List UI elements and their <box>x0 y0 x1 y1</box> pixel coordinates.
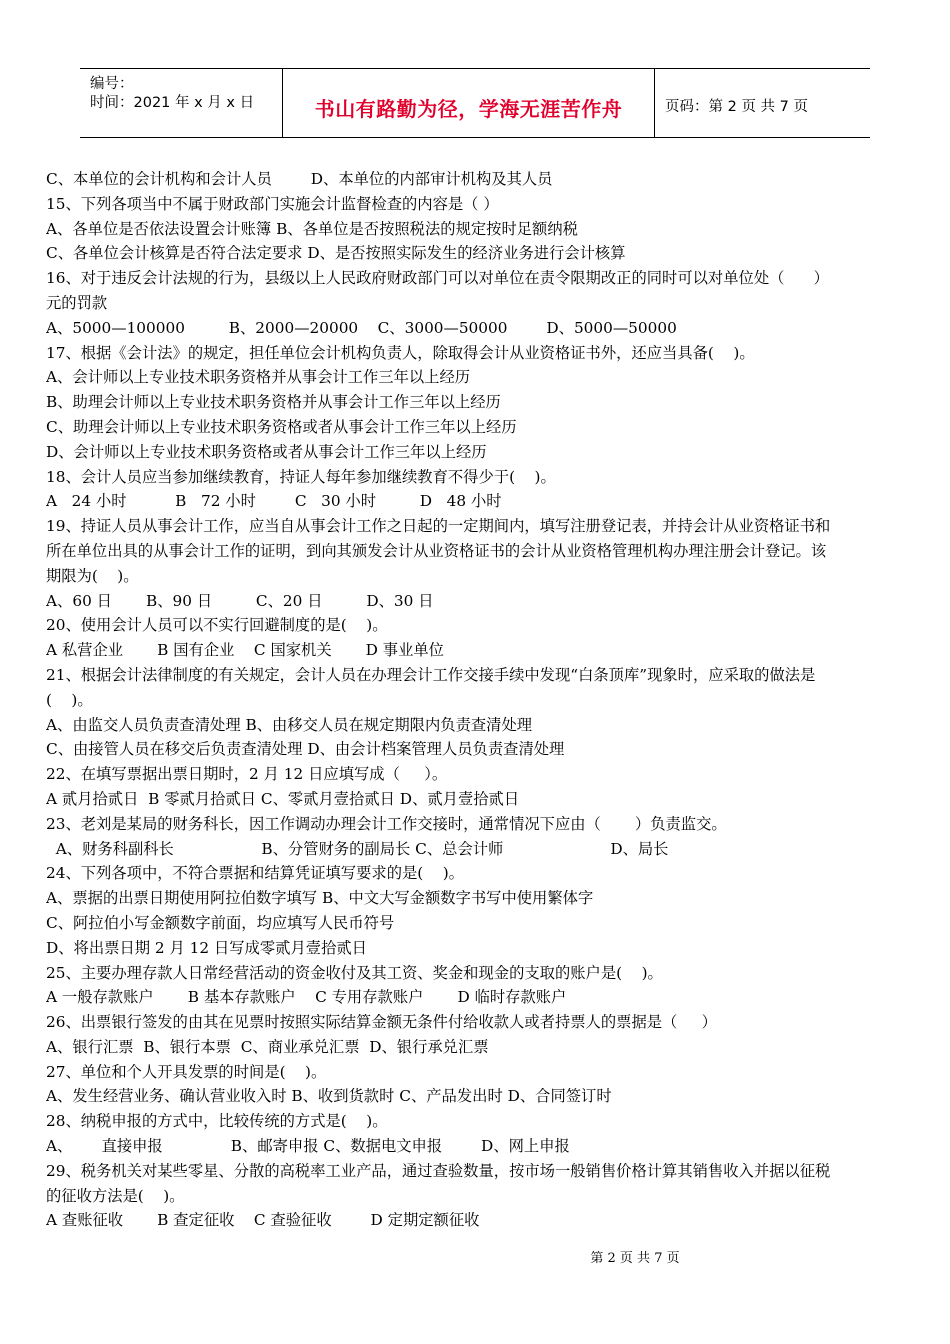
text-line: 19、持证人员从事会计工作，应当自从事会计工作之日起的一定期间内，填写注册登记表，并持会计从业资格证书和 <box>46 517 831 536</box>
text-line: A 一般存款账户 B 基本存款账户 C 专用存款账户 D 临时存款账户 <box>46 988 567 1007</box>
text-line: A、银行汇票 B、银行本票 C、商业承兑汇票 D、银行承兑汇票 <box>46 1037 489 1056</box>
text-line: C、本单位的会计机构和会计人员 D、本单位的内部审计机构及其人员 <box>46 170 553 188</box>
document-body <box>46 167 908 1233</box>
header-motto-cell <box>283 69 655 137</box>
page-footer: 第 2 页 共 7 页 <box>590 1251 680 1266</box>
text-line: 22、在填写票据出票日期时，2 月 12 日应填写成（ ）。 <box>46 765 448 784</box>
text-line: 24、下列各项中，不符合票据和结算凭证填写要求的是( )。 <box>46 864 464 883</box>
text-line: A 24 小时 B 72 小时 C 30 小时 D 48 小时 <box>46 492 502 511</box>
text-line: 元的罚款 <box>46 293 108 312</box>
text-line: 21、根据会计法律制度的有关规定，会计人员在办理会计工作交接手续中发现“白条顶库”现象时，应采取的做法是 <box>46 665 816 684</box>
text-line: A、由监交人员负责查清处理 B、由移交人员在规定期限内负责查清处理 <box>46 715 533 734</box>
text-line: 25、主要办理存款人日常经营活动的资金收付及其工资、奖金和现金的支取的账户是( )。 <box>46 963 663 982</box>
text-line: 28、纳税申报的方式中，比较传统的方式是( )。 <box>46 1112 388 1131</box>
text-line: 期限为( )。 <box>46 566 139 585</box>
text-line: 15、下列各项当中不属于财政部门实施会计监督检查的内容是（ ） <box>46 194 499 213</box>
header-info-cell <box>80 69 283 137</box>
text-line: A 查账征收 B 查定征收 C 查验征收 D 定期定额征收 <box>46 1211 480 1230</box>
text-line: 18、会计人员应当参加继续教育，持证人每年参加继续教育不得少于( )。 <box>46 467 556 486</box>
document-date-label: 时间：2021 年 x 月 x 日 <box>90 95 255 111</box>
text-line: 20、使用会计人员可以不实行回避制度的是( )。 <box>46 616 388 635</box>
text-line: 所在单位出具的从事会计工作的证明，到向其颁发会计从业资格证书的会计从业资格管理机构办理注册会计登记。该 <box>46 541 827 560</box>
text-line: D、会计师以上专业技术职务资格或者从事会计工作三年以上经历 <box>46 442 487 461</box>
text-line: A、发生经营业务、确认营业收入时 B、收到货款时 C、产品发出时 D、合同签订时 <box>46 1087 612 1106</box>
text-line: C、助理会计师以上专业技术职务资格或者从事会计工作三年以上经历 <box>46 417 517 436</box>
text-line: B、助理会计师以上专业技术职务资格并从事会计工作三年以上经历 <box>46 393 501 412</box>
text-line: 29、税务机关对某些零星、分散的高税率工业产品，通过查验数量，按市场一般销售价格计算其销售收入并据以征税 <box>46 1161 831 1180</box>
text-line: A、各单位是否依法设置会计账簿 B、各单位是否按照税法的规定按时足额纳税 <box>46 219 578 238</box>
header-page-cell <box>655 69 870 137</box>
header-page-number: 页码：第 2 页 共 7 页 <box>665 98 808 115</box>
text-line: ( )。 <box>46 690 93 709</box>
text-line: A、票据的出票日期使用阿拉伯数字填写 B、中文大写金额数字书写中使用繁体字 <box>46 889 594 908</box>
text-line: A、 直接申报 B、邮寄申报 C、数据电文申报 D、网上申报 <box>46 1137 570 1156</box>
header-motto: 书山有路勤为径，学海无涯苦作舟 <box>314 96 623 121</box>
text-line: A、60 日 B、90 日 C、20 日 D、30 日 <box>46 591 434 610</box>
text-line: A、财务科副科长 B、分管财务的副局长 C、总会计师 D、局长 <box>46 839 669 858</box>
text-line: A 贰月拾贰日 B 零贰月拾贰日 C、零贰月壹拾贰日 D、贰月壹拾贰日 <box>46 789 520 808</box>
text-line: 的征收方法是( )。 <box>46 1186 185 1205</box>
text-line: 17、根据《会计法》的规定，担任单位会计机构负责人，除取得会计从业资格证书外，还应当具备( )。 <box>46 343 755 362</box>
page-header <box>80 68 870 138</box>
text-line: A、5000—100000 B、2000—20000 C、3000—50000 D、5000—50000 <box>46 318 677 337</box>
text-line: D、将出票日期 2 月 12 日写成零贰月壹拾贰日 <box>46 938 367 957</box>
text-line: 26、出票银行签发的由其在见票时按照实际结算金额无条件付给收款人或者持票人的票据是（ ） <box>46 1013 717 1032</box>
text-line: 23、老刘是某局的财务科长，因工作调动办理会计工作交接时，通常情况下应由（ ）负责监交。 <box>46 814 727 833</box>
text-line: 27、单位和个人开具发票的时间是( )。 <box>46 1062 327 1081</box>
document-number-label: 编号： <box>90 76 134 92</box>
text-line: C、阿拉伯小写金额数字前面，均应填写人民币符号 <box>46 913 395 932</box>
text-line: A 私营企业 B 国有企业 C 国家机关 D 事业单位 <box>46 641 444 660</box>
text-line: C、各单位会计核算是否符合法定要求 D、是否按照实际发生的经济业务进行会计核算 <box>46 244 626 263</box>
text-line: A、会计师以上专业技术职务资格并从事会计工作三年以上经历 <box>46 368 471 387</box>
text-line: C、由接管人员在移交后负责查清处理 D、由会计档案管理人员负责查清处理 <box>46 740 565 759</box>
text-line: 16、对于违反会计法规的行为，县级以上人民政府财政部门可以对单位在责令限期改正的同时可以对单位处（ ） <box>46 269 829 288</box>
